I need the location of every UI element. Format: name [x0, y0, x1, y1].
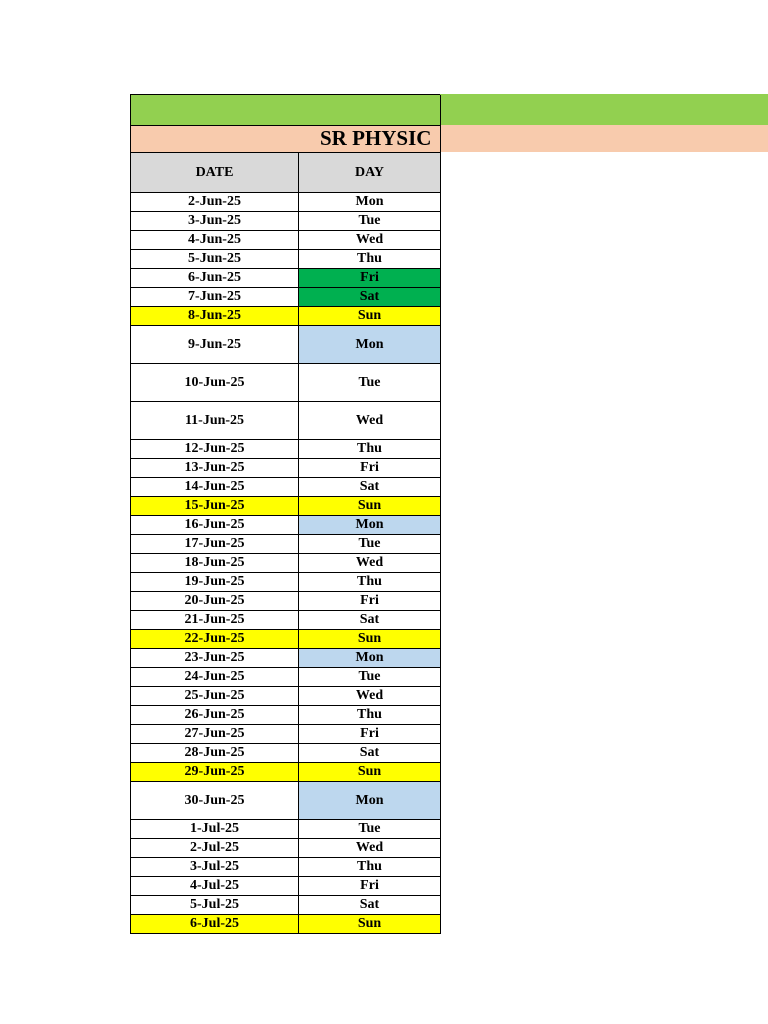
- day-cell[interactable]: Wed: [299, 402, 441, 440]
- title-band: [130, 125, 768, 152]
- date-cell[interactable]: 8-Jun-25: [131, 307, 299, 326]
- table-row: [131, 896, 441, 915]
- date-cell[interactable]: 2-Jun-25: [131, 193, 299, 212]
- table-row: [131, 763, 441, 782]
- sheet-title: SR PHYSIC: [320, 126, 432, 150]
- table-row: [131, 611, 441, 630]
- day-cell[interactable]: Thu: [299, 573, 441, 592]
- table-row: [131, 649, 441, 668]
- day-cell[interactable]: Sat: [299, 478, 441, 497]
- date-cell[interactable]: 22-Jun-25: [131, 630, 299, 649]
- table-row: [131, 573, 441, 592]
- day-cell[interactable]: Fri: [299, 269, 441, 288]
- table-row: [131, 478, 441, 497]
- date-cell[interactable]: 11-Jun-25: [131, 402, 299, 440]
- table-row: [131, 193, 441, 212]
- date-cell[interactable]: 30-Jun-25: [131, 782, 299, 820]
- date-cell[interactable]: 19-Jun-25: [131, 573, 299, 592]
- date-cell[interactable]: 5-Jun-25: [131, 250, 299, 269]
- day-cell[interactable]: Thu: [299, 706, 441, 725]
- day-cell[interactable]: Sun: [299, 630, 441, 649]
- table-row: [131, 231, 441, 250]
- table-row: [131, 630, 441, 649]
- table-row: [131, 459, 441, 478]
- day-cell[interactable]: Sun: [299, 915, 441, 934]
- day-cell[interactable]: Mon: [299, 782, 441, 820]
- day-cell[interactable]: Mon: [299, 193, 441, 212]
- date-cell[interactable]: 4-Jul-25: [131, 877, 299, 896]
- date-cell[interactable]: 15-Jun-25: [131, 497, 299, 516]
- table-row: [131, 915, 441, 934]
- table-row: [131, 402, 441, 440]
- date-cell[interactable]: 4-Jun-25: [131, 231, 299, 250]
- day-cell[interactable]: Tue: [299, 212, 441, 231]
- day-cell[interactable]: Wed: [299, 687, 441, 706]
- day-cell[interactable]: Tue: [299, 535, 441, 554]
- date-cell[interactable]: 10-Jun-25: [131, 364, 299, 402]
- day-cell[interactable]: Tue: [299, 668, 441, 687]
- date-cell[interactable]: 18-Jun-25: [131, 554, 299, 573]
- table-row: [131, 535, 441, 554]
- schedule-table: [130, 152, 441, 934]
- day-cell[interactable]: Sat: [299, 288, 441, 307]
- table-row: [131, 212, 441, 231]
- date-cell[interactable]: 25-Jun-25: [131, 687, 299, 706]
- date-cell[interactable]: 14-Jun-25: [131, 478, 299, 497]
- table-row: [131, 668, 441, 687]
- date-cell[interactable]: 3-Jul-25: [131, 858, 299, 877]
- table-row: [131, 858, 441, 877]
- table-row: [131, 326, 441, 364]
- top-color-band: [130, 94, 768, 125]
- day-cell[interactable]: Sat: [299, 744, 441, 763]
- day-cell[interactable]: Sun: [299, 763, 441, 782]
- day-cell[interactable]: Mon: [299, 326, 441, 364]
- date-cell[interactable]: 28-Jun-25: [131, 744, 299, 763]
- day-cell[interactable]: Wed: [299, 839, 441, 858]
- date-cell[interactable]: 12-Jun-25: [131, 440, 299, 459]
- date-cell[interactable]: 26-Jun-25: [131, 706, 299, 725]
- date-cell[interactable]: 29-Jun-25: [131, 763, 299, 782]
- table-row: [131, 839, 441, 858]
- table-row: [131, 516, 441, 535]
- table-row: [131, 782, 441, 820]
- day-cell[interactable]: Sat: [299, 896, 441, 915]
- day-cell[interactable]: Wed: [299, 554, 441, 573]
- date-cell[interactable]: 27-Jun-25: [131, 725, 299, 744]
- day-cell[interactable]: Tue: [299, 820, 441, 839]
- table-row: [131, 250, 441, 269]
- day-cell[interactable]: Tue: [299, 364, 441, 402]
- day-cell[interactable]: Fri: [299, 877, 441, 896]
- date-cell[interactable]: 24-Jun-25: [131, 668, 299, 687]
- date-cell[interactable]: 6-Jun-25: [131, 269, 299, 288]
- day-cell[interactable]: Mon: [299, 516, 441, 535]
- date-cell[interactable]: 6-Jul-25: [131, 915, 299, 934]
- date-cell[interactable]: 1-Jul-25: [131, 820, 299, 839]
- title-cell[interactable]: [130, 125, 440, 152]
- table-row: [131, 877, 441, 896]
- table-row: [131, 269, 441, 288]
- table-row: [131, 820, 441, 839]
- date-cell[interactable]: 5-Jul-25: [131, 896, 299, 915]
- table-row: [131, 364, 441, 402]
- day-cell[interactable]: Sun: [299, 497, 441, 516]
- day-cell[interactable]: Fri: [299, 459, 441, 478]
- date-cell[interactable]: 13-Jun-25: [131, 459, 299, 478]
- day-cell[interactable]: Fri: [299, 725, 441, 744]
- table-row: [131, 744, 441, 763]
- date-cell[interactable]: 23-Jun-25: [131, 649, 299, 668]
- date-cell[interactable]: 7-Jun-25: [131, 288, 299, 307]
- top-band-border: [130, 94, 441, 126]
- day-cell[interactable]: Thu: [299, 250, 441, 269]
- date-cell[interactable]: 21-Jun-25: [131, 611, 299, 630]
- day-cell[interactable]: Wed: [299, 231, 441, 250]
- table-row: [131, 725, 441, 744]
- table-row: [131, 307, 441, 326]
- day-cell[interactable]: Thu: [299, 440, 441, 459]
- date-column-header[interactable]: DATE: [131, 153, 299, 193]
- day-cell[interactable]: Fri: [299, 592, 441, 611]
- table-row: [131, 592, 441, 611]
- table-row: [131, 554, 441, 573]
- day-cell[interactable]: Sat: [299, 611, 441, 630]
- date-cell[interactable]: 16-Jun-25: [131, 516, 299, 535]
- table-row: [131, 440, 441, 459]
- day-cell[interactable]: Sun: [299, 307, 441, 326]
- table-row: [131, 288, 441, 307]
- date-cell[interactable]: 9-Jun-25: [131, 326, 299, 364]
- date-cell[interactable]: 2-Jul-25: [131, 839, 299, 858]
- date-cell[interactable]: 20-Jun-25: [131, 592, 299, 611]
- table-row: [131, 706, 441, 725]
- table-row: [131, 497, 441, 516]
- date-cell[interactable]: 3-Jun-25: [131, 212, 299, 231]
- day-column-header[interactable]: DAY: [299, 153, 441, 193]
- date-cell[interactable]: 17-Jun-25: [131, 535, 299, 554]
- day-cell[interactable]: Mon: [299, 649, 441, 668]
- day-cell[interactable]: Thu: [299, 858, 441, 877]
- table-row: [131, 687, 441, 706]
